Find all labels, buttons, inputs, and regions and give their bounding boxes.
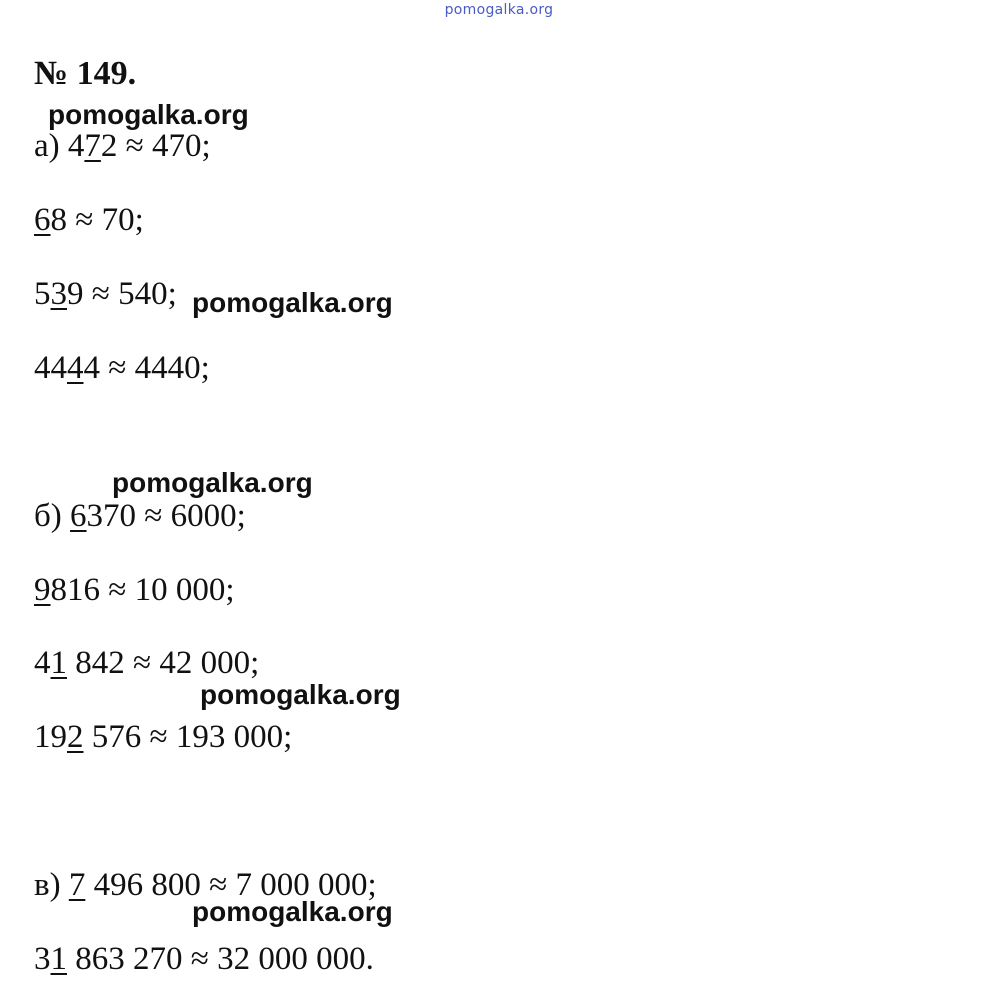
watermark: pomogalka.org — [200, 679, 401, 710]
underlined-digit: 7 — [68, 867, 86, 903]
underlined-digit: 2 — [67, 719, 84, 755]
underlined-digit: 6 — [34, 202, 51, 238]
top-watermark: pomogalka.org — [444, 2, 554, 18]
underlined-digit: 6 — [70, 498, 87, 534]
answer-line: а) 472 ≈ 470; — [34, 128, 211, 164]
problem-number: № 149. — [34, 55, 137, 92]
answer-line: 9816 ≈ 10 000; — [34, 572, 235, 608]
answer-line: 68 ≈ 70; — [34, 202, 144, 238]
underlined-digit: 1 — [50, 645, 67, 681]
answer-line: 4444 ≈ 4440; — [34, 350, 210, 386]
underlined-digit: 4 — [67, 350, 84, 386]
answer-line: 192 576 ≈ 193 000; — [34, 719, 293, 755]
watermark: pomogalka.org — [48, 99, 249, 130]
underlined-digit: 1 — [50, 941, 67, 977]
watermark: pomogalka.org — [192, 287, 393, 318]
answer-line: 539 ≈ 540; — [34, 276, 177, 312]
watermark: pomogalka.org — [112, 467, 313, 498]
underlined-digit: 9 — [34, 572, 51, 608]
watermark: pomogalka.org — [192, 896, 393, 927]
answer-line: в) 7 496 800 ≈ 7 000 000; — [34, 867, 377, 903]
answer-line: б) 6370 ≈ 6000; — [34, 498, 246, 534]
answer-line: 31 863 270 ≈ 32 000 000. — [34, 941, 374, 977]
underlined-digit: 3 — [50, 276, 67, 312]
answer-line: 41 842 ≈ 42 000; — [34, 645, 260, 681]
underlined-digit: 7 — [84, 128, 101, 164]
